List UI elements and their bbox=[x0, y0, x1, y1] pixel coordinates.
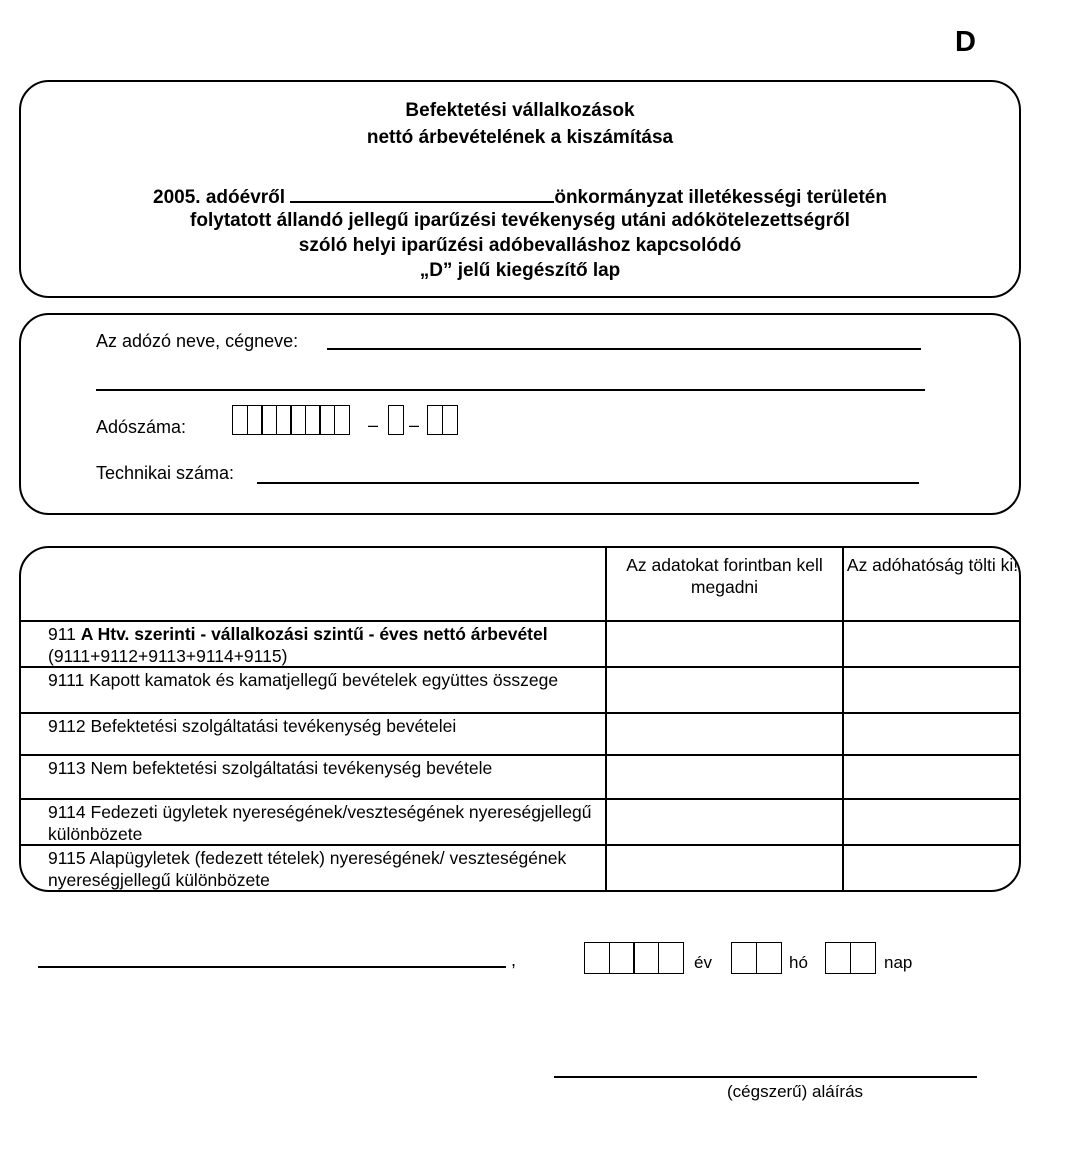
col-forint-header: Az adatokat forintban kell megadni bbox=[626, 555, 823, 597]
name-field-line-2[interactable] bbox=[96, 389, 925, 391]
municipality-suffix: önkormányzat illetékességi területén bbox=[554, 187, 887, 208]
day-label: nap bbox=[884, 953, 913, 972]
tax-number-dash-1: – bbox=[368, 415, 379, 435]
signature-field[interactable] bbox=[554, 1076, 977, 1078]
year-line bbox=[21, 183, 1019, 210]
tax-number-dash-2: – bbox=[409, 415, 420, 435]
table-row-9115: 9115 Alapügyletek (fedezett tételek) nyereségének/ veszteségének nyereségjellegű különbözete bbox=[48, 848, 567, 890]
day-cells[interactable] bbox=[825, 942, 874, 974]
month-label: hó bbox=[789, 953, 808, 972]
year-label: év bbox=[694, 953, 712, 972]
name-field[interactable] bbox=[327, 348, 921, 350]
name-label: Az adózó neve, cégneve: bbox=[96, 331, 299, 351]
form-letter: D bbox=[955, 26, 976, 58]
tax-number-county-cells[interactable] bbox=[427, 405, 456, 437]
table-row-9112: 9112 Befektetési szolgáltatási tevékenység bevételei bbox=[48, 716, 457, 736]
month-cells[interactable] bbox=[731, 942, 780, 974]
col-divider-2 bbox=[842, 548, 844, 890]
signature-label: (cégszerű) aláírás bbox=[727, 1082, 864, 1101]
place-field[interactable] bbox=[38, 966, 506, 968]
place-comma: , bbox=[511, 950, 517, 970]
taxpayer-box bbox=[19, 313, 1021, 515]
col-authority-header: Az adóhatóság tölti ki! bbox=[846, 555, 1019, 575]
table-row-911: 911 A Htv. szerinti - vállalkozási szintű - éves nettó árbevétel (9111+9112+9113+9114+9115) bbox=[48, 624, 548, 666]
calculation-table bbox=[19, 546, 1021, 892]
municipality-blank[interactable] bbox=[290, 183, 554, 203]
row-divider bbox=[21, 620, 1019, 622]
year-cells[interactable] bbox=[584, 942, 682, 974]
table-row-9113: 9113 Nem befektetési szolgáltatási tevékenység bevétele bbox=[48, 758, 493, 778]
form-title: Befektetési vállalkozások bbox=[405, 100, 635, 121]
tax-number-main-cells[interactable] bbox=[232, 405, 348, 437]
table-row-9111: 9111 Kapott kamatok és kamatjellegű bevételek együttes összege bbox=[48, 670, 559, 690]
form-subtitle: nettó árbevételének a kiszámítása bbox=[366, 127, 674, 148]
header-line-3: szóló helyi iparűzési adóbevalláshoz kapcsolódó bbox=[298, 235, 742, 256]
row-divider bbox=[21, 754, 1019, 756]
table-row-9114: 9114 Fedezeti ügyletek nyereségének/veszteségének nyereségjellegű különbözete bbox=[48, 802, 592, 844]
row-divider bbox=[21, 712, 1019, 714]
tax-number-label: Adószáma: bbox=[96, 417, 187, 437]
col-divider-1 bbox=[605, 548, 607, 890]
header-box bbox=[19, 80, 1021, 298]
year-text: 2005. adóévről bbox=[153, 187, 286, 208]
header-line-2: folytatott állandó jellegű iparűzési tevékenység utáni adókötelezettségről bbox=[190, 210, 850, 231]
technical-label: Technikai száma: bbox=[96, 463, 235, 483]
row-divider bbox=[21, 798, 1019, 800]
tax-number-vat-cell[interactable] bbox=[388, 405, 403, 437]
header-line-4: „D” jelű kiegészítő lap bbox=[419, 260, 621, 281]
technical-field[interactable] bbox=[257, 482, 919, 484]
